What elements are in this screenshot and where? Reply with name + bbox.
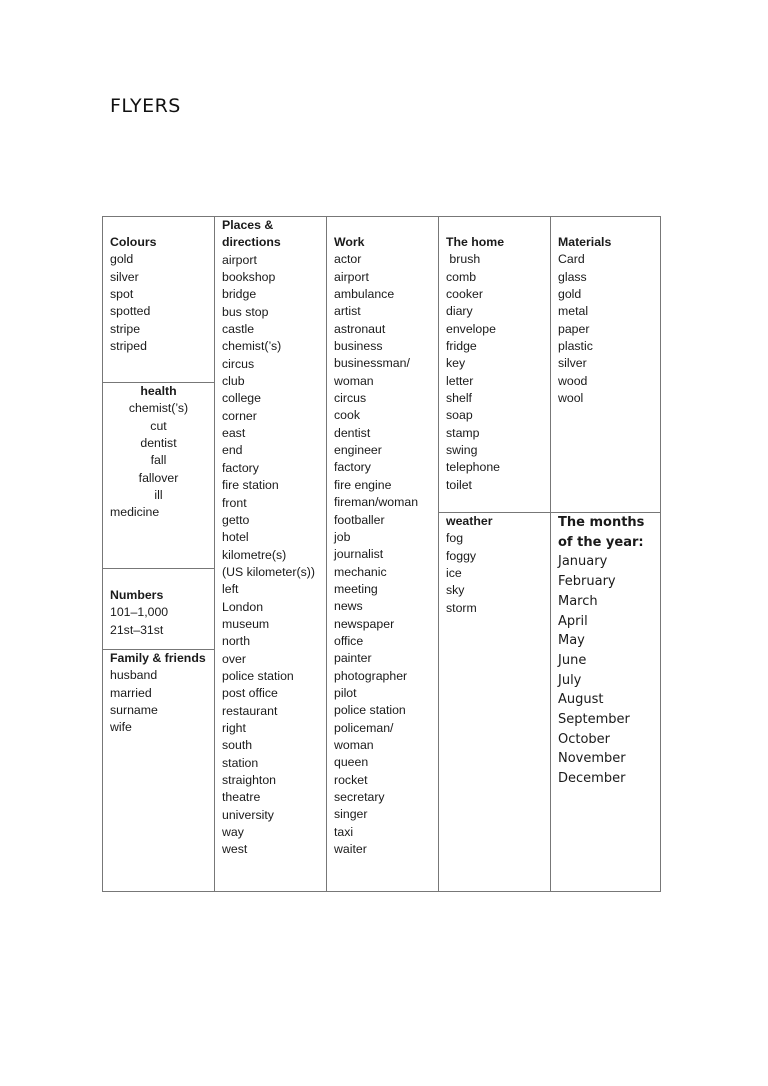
list-item: sky xyxy=(446,583,465,598)
list-item: envelope xyxy=(446,321,496,336)
cell-header: Work xyxy=(334,235,365,249)
list-item: cooker xyxy=(446,287,483,302)
list-item: police station xyxy=(334,703,406,718)
list-item: chemist(’s) xyxy=(128,401,189,416)
cell-header: health xyxy=(140,384,177,398)
list-item: April xyxy=(558,613,588,629)
list-item: chemist(’s) xyxy=(222,339,282,354)
list-item: right xyxy=(222,720,246,735)
column-home-weather xyxy=(438,217,550,891)
list-item: over xyxy=(222,651,246,666)
list-item: brush xyxy=(446,252,481,267)
list-item: meeting xyxy=(334,581,378,596)
list-item: ambulance xyxy=(334,287,395,302)
list-item: end xyxy=(222,443,243,458)
document-title: FLYERS xyxy=(110,95,181,117)
list-item: ill xyxy=(154,488,163,503)
list-item: university xyxy=(222,807,274,822)
list-item: fireman/woman xyxy=(334,495,419,510)
list-item: post office xyxy=(222,686,278,701)
cell-header: Numbers xyxy=(110,588,164,602)
list-item: restaurant xyxy=(222,703,278,718)
list-item: fridge xyxy=(446,339,477,354)
list-item: left xyxy=(222,582,239,597)
list-item: swing xyxy=(446,443,478,458)
cell-header: Places & xyxy=(222,218,274,232)
list-item: artist xyxy=(334,304,361,319)
cell-header: Colours xyxy=(110,235,157,249)
list-item: dentist xyxy=(140,436,177,451)
list-item: toilet xyxy=(446,477,472,492)
list-item: museum xyxy=(222,616,270,631)
list-item: London xyxy=(222,599,264,614)
list-item: theatre xyxy=(222,790,261,805)
list-item: photographer xyxy=(334,668,408,683)
list-item: bookshop xyxy=(222,270,276,285)
cell-header: of the year: xyxy=(558,534,644,550)
list-item: stamp xyxy=(446,425,480,440)
cell-materials xyxy=(551,234,660,407)
list-item: storm xyxy=(446,600,477,615)
list-item: married xyxy=(110,685,152,700)
list-item: cook xyxy=(334,408,360,423)
list-item: wool xyxy=(558,391,584,406)
list-item: hotel xyxy=(222,530,249,545)
list-item: factory xyxy=(222,460,259,475)
list-item: college xyxy=(222,391,261,406)
list-item: astronaut xyxy=(334,321,386,336)
list-item: policeman/ xyxy=(334,720,394,735)
list-item: office xyxy=(334,633,364,648)
list-item: plastic xyxy=(558,339,593,354)
list-item: corner xyxy=(222,408,257,423)
list-item: factory xyxy=(334,460,371,475)
list-item: February xyxy=(558,574,616,590)
list-item: July xyxy=(558,672,582,688)
list-item: woman xyxy=(334,373,374,388)
list-item: letter xyxy=(446,373,474,388)
column-work xyxy=(326,217,438,891)
list-item: north xyxy=(222,634,251,649)
list-item: newspaper xyxy=(334,616,395,631)
list-item: May xyxy=(558,633,585,649)
list-item: woman xyxy=(334,737,374,752)
list-item: 101–1,000 xyxy=(110,605,169,620)
list-item: stripe xyxy=(110,321,141,336)
list-item: secretary xyxy=(334,790,385,804)
list-item: gold xyxy=(110,252,134,267)
list-item: airport xyxy=(334,269,369,284)
list-item: businessman/ xyxy=(334,356,410,371)
list-item: paper xyxy=(558,321,590,336)
list-item: soap xyxy=(446,408,473,423)
list-item: comb xyxy=(446,269,477,284)
list-item: foggy xyxy=(446,548,477,563)
list-item: actor xyxy=(334,252,362,267)
list-item: shelf xyxy=(446,391,472,406)
list-item: December xyxy=(558,771,626,787)
cell-weather xyxy=(439,512,550,617)
list-item: east xyxy=(222,426,246,441)
list-item: police station xyxy=(222,668,294,683)
list-item: key xyxy=(446,356,466,371)
cell-family-friends xyxy=(103,649,214,737)
list-item: bus stop xyxy=(222,304,269,319)
cell-months-of-the-year xyxy=(551,512,660,789)
list-item: taxi xyxy=(334,824,354,839)
list-item: castle xyxy=(222,322,255,337)
list-item: south xyxy=(222,738,253,753)
column-materials-months xyxy=(550,217,660,891)
list-item: kilometre(s) xyxy=(222,547,287,562)
list-item: spotted xyxy=(110,304,151,319)
list-item: front xyxy=(222,495,247,510)
list-item: diary xyxy=(446,304,473,319)
list-item: footballer xyxy=(334,512,385,527)
list-item: straighton xyxy=(222,773,277,787)
cell-header: Materials xyxy=(558,235,612,249)
vocabulary-table xyxy=(102,216,661,892)
list-item: November xyxy=(558,751,626,767)
cell-header: The months xyxy=(558,515,645,530)
list-item: queen xyxy=(334,755,369,770)
list-item: January xyxy=(558,554,608,570)
list-item: metal xyxy=(558,304,589,319)
cell-header: The home xyxy=(446,235,505,249)
list-item: business xyxy=(334,339,383,354)
list-item: painter xyxy=(334,651,372,666)
list-item: husband xyxy=(110,668,158,683)
list-item: circus xyxy=(222,356,255,371)
cell-numbers xyxy=(103,568,214,639)
list-item: surname xyxy=(110,703,158,718)
list-item: striped xyxy=(110,339,147,354)
list-item: rocket xyxy=(334,772,368,787)
list-item: silver xyxy=(110,269,139,284)
cell-the-home xyxy=(439,234,550,494)
list-item: cut xyxy=(150,418,167,433)
list-item: mechanic xyxy=(334,564,387,579)
list-item: Card xyxy=(558,252,585,267)
list-item: club xyxy=(222,374,245,389)
list-item: September xyxy=(558,712,630,728)
list-item: dentist xyxy=(334,425,371,440)
list-item: waiter xyxy=(334,842,367,857)
list-item: wife xyxy=(110,720,132,735)
cell-places-directions xyxy=(215,217,326,859)
list-item: August xyxy=(558,692,604,708)
list-item: fog xyxy=(446,531,464,546)
cell-work xyxy=(327,234,438,858)
column-places-directions xyxy=(214,217,326,891)
list-item: glass xyxy=(558,269,587,284)
list-item: silver xyxy=(558,356,587,371)
list-item: singer xyxy=(334,807,368,822)
list-item: (US kilometer(s)) xyxy=(222,564,315,579)
list-item: job xyxy=(334,529,351,544)
list-item: fire station xyxy=(222,478,279,493)
cell-header: Family & friends xyxy=(110,651,206,665)
list-item: fall xyxy=(150,453,167,468)
list-item: way xyxy=(222,825,244,840)
cell-health xyxy=(103,382,214,522)
list-item: journalist xyxy=(334,547,384,562)
list-item: March xyxy=(558,593,598,609)
list-item: ice xyxy=(446,566,462,581)
column-colours-health-numbers-family xyxy=(103,217,214,891)
list-item: spot xyxy=(110,287,134,302)
list-item: getto xyxy=(222,512,250,527)
list-item: medicine xyxy=(110,505,160,520)
list-item: circus xyxy=(334,391,367,406)
list-item: news xyxy=(334,599,363,614)
cell-header: weather xyxy=(446,514,493,528)
list-item: bridge xyxy=(222,287,257,302)
list-item: pilot xyxy=(334,685,357,700)
list-item: engineer xyxy=(334,443,382,458)
list-item: fallover xyxy=(138,470,179,485)
cell-colours xyxy=(103,234,214,355)
list-item: 21st–31st xyxy=(110,622,164,637)
list-item: airport xyxy=(222,252,257,267)
list-item: station xyxy=(222,755,259,770)
list-item: telephone xyxy=(446,460,501,475)
list-item: October xyxy=(558,731,611,747)
list-item: fire engine xyxy=(334,477,392,492)
list-item: west xyxy=(222,842,248,857)
cell-header: directions xyxy=(222,235,281,250)
list-item: gold xyxy=(558,287,582,302)
list-item: wood xyxy=(558,373,588,388)
list-item: June xyxy=(558,652,587,668)
